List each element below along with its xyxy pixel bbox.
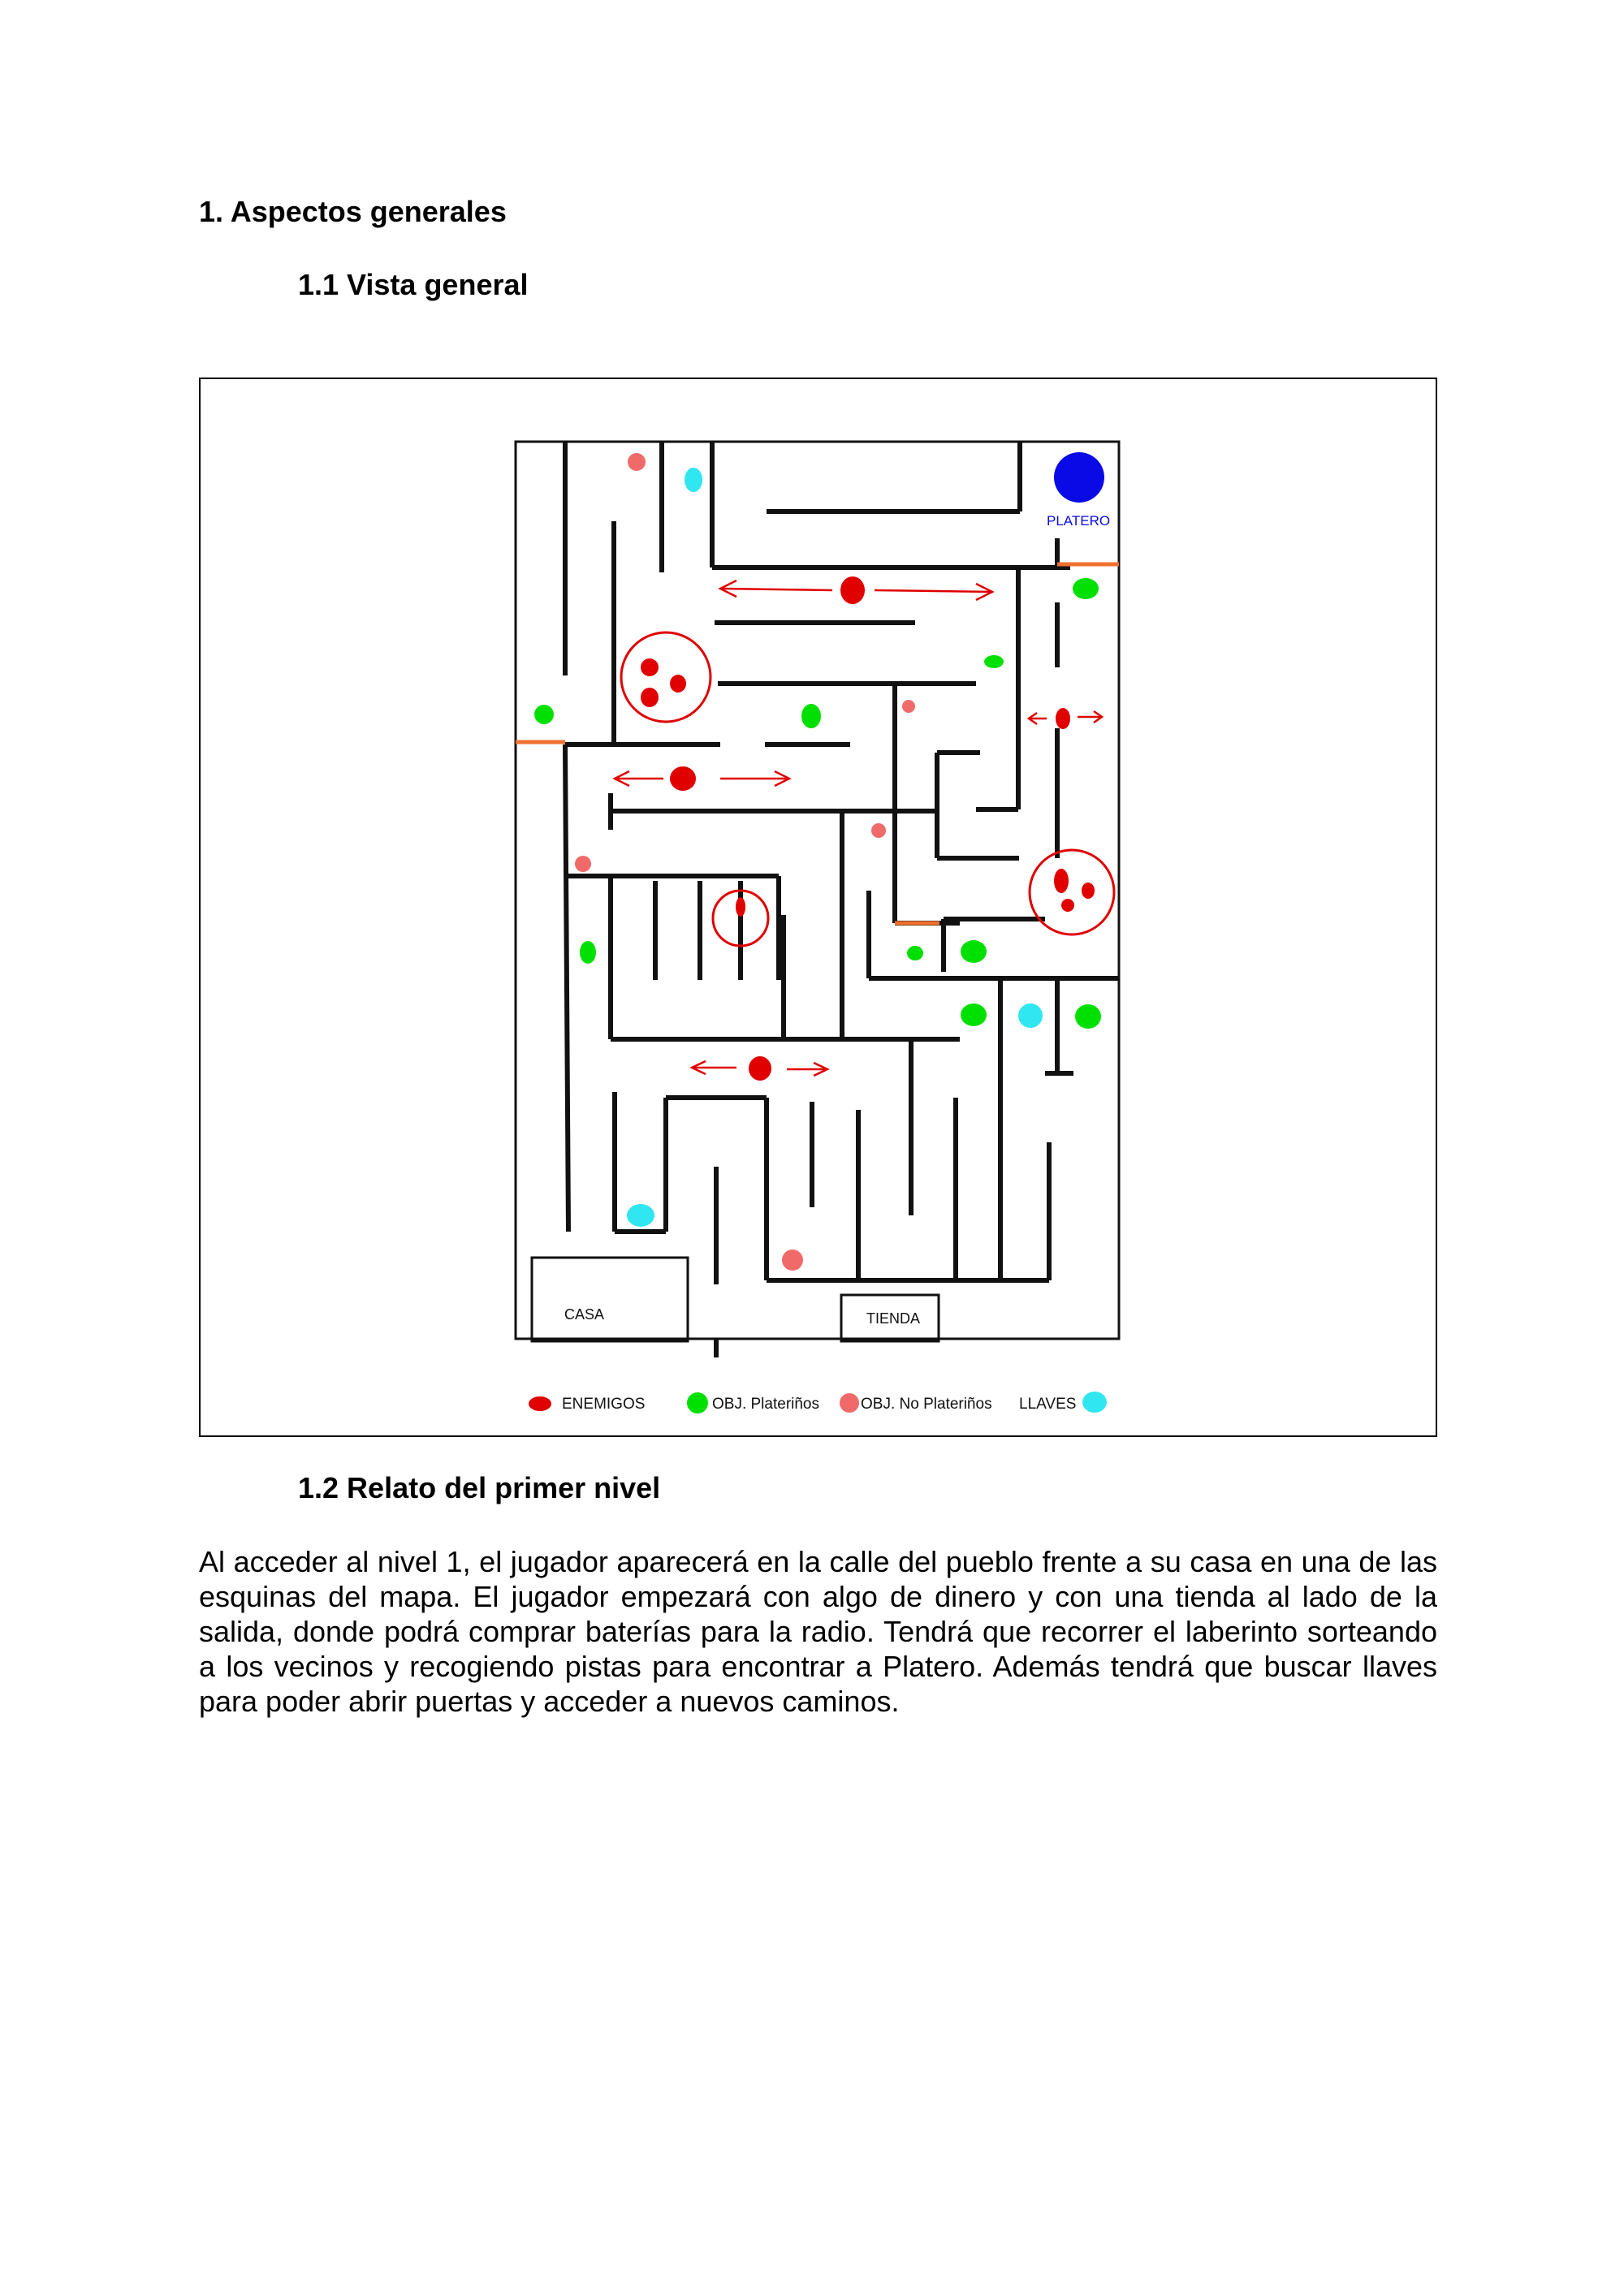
- level-map: [201, 379, 1439, 1439]
- maze-frame: [516, 442, 1119, 1339]
- section-heading-aspectos-generales: 1. Aspectos generales: [199, 195, 507, 228]
- level-map-figure: [199, 378, 1437, 1437]
- platero-label: PLATERO: [1047, 513, 1111, 529]
- legend-llaves: LLAVES: [1019, 1396, 1077, 1413]
- casa-label: CASA: [564, 1306, 605, 1323]
- legend-obj-platerinos: OBJ. Plateriños: [712, 1396, 819, 1413]
- subsection-heading-relato: 1.2 Relato del primer nivel: [298, 1471, 661, 1504]
- level-narrative-paragraph: Al acceder al nivel 1, el jugador aparecerá en la calle del pueblo frente a su casa en una de las esquinas del mapa. El jugador empezará con algo de dinero y con una tienda al lado de la salida, donde podrá comprar baterías para la radio. Tendrá que recorrer el laberinto sorteando a los vecinos y recogiendo pistas para encontrar a Platero. Además tendrá que buscar llaves para poder abrir puertas y acceder a nuevos caminos.: [199, 1545, 1437, 1718]
- objects-no-platerinos: [575, 453, 915, 1413]
- legend-enemigos: ENEMIGOS: [562, 1396, 646, 1413]
- platero-marker: [1054, 452, 1104, 503]
- legend-obj-no-platerinos: OBJ. No Plateriños: [861, 1396, 992, 1413]
- patrol-arrows: [615, 580, 1102, 1076]
- casa-box: [532, 1258, 688, 1341]
- subsection-heading-vista-general: 1.1 Vista general: [298, 268, 529, 301]
- tienda-label: TIENDA: [866, 1310, 921, 1327]
